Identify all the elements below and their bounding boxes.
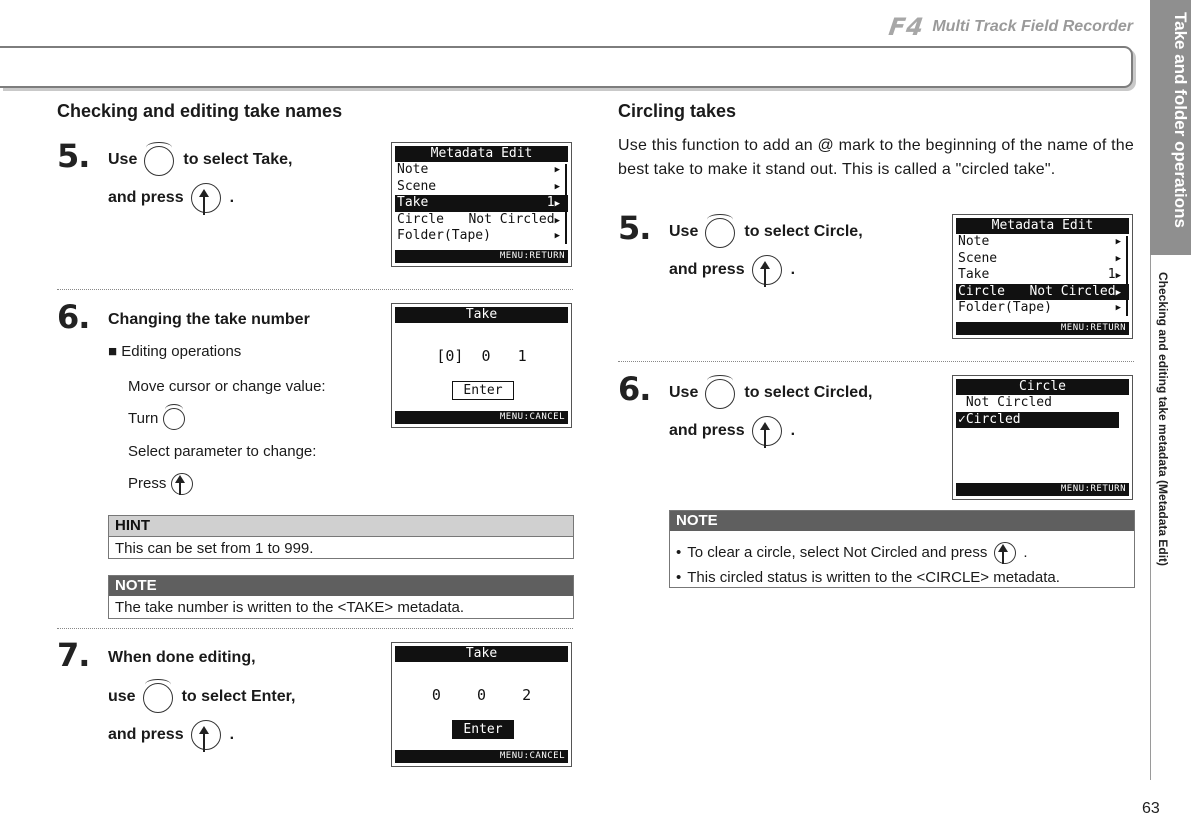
lcd-row <box>956 251 1129 268</box>
press-knob-icon <box>170 470 194 496</box>
lcd-row-label: Note <box>958 234 990 249</box>
note-bullet <box>670 567 1134 588</box>
intro-paragraph: Use this function to add an @ mark to the beginning of the name of the best take to make it stand out. This is called a "circled take". <box>618 137 1134 178</box>
note-label: NOTE <box>670 511 1134 531</box>
step-number: 7. <box>57 636 90 674</box>
lcd-row-value: 1 <box>546 195 555 210</box>
lcd-take-edit <box>391 303 572 428</box>
arrow-right-icon: ▶ <box>1115 303 1121 313</box>
lcd-option-circled <box>956 412 1119 429</box>
lcd-row-value: Not Circled <box>1029 283 1116 299</box>
arrow-right-icon: ▶ <box>554 165 560 175</box>
lcd-row-value: Not Circled <box>468 211 555 227</box>
side-subtitle: Checking and editing take metadata (Metadata Edit) <box>1156 272 1170 567</box>
step-instruction <box>108 181 234 215</box>
hint-box <box>108 515 574 559</box>
dial-icon <box>704 376 738 410</box>
lcd-row-selected <box>956 284 1129 301</box>
note-box <box>108 575 574 619</box>
lcd-row-label: Circle <box>958 283 1005 299</box>
dial-icon <box>162 405 186 431</box>
step-separator <box>57 289 573 290</box>
lcd-take-digits: [0] 0 1 <box>436 347 527 365</box>
step-text: Use <box>669 384 699 401</box>
step-text: to select Take, <box>183 151 293 168</box>
lcd-metadata-edit-circle <box>952 214 1133 339</box>
hint-text: This can be set from 1 to 999. <box>115 540 314 557</box>
arrow-right-icon: ▶ <box>554 199 560 209</box>
operation-text: Press <box>128 474 167 492</box>
lcd-row-label: Scene <box>397 178 437 194</box>
lcd-row <box>395 212 568 229</box>
arrow-right-icon: ▶ <box>1115 287 1121 298</box>
lcd-title: Circle <box>956 379 1129 395</box>
lcd-row <box>395 228 568 245</box>
hint-label: HINT <box>109 516 573 537</box>
dial-icon <box>143 143 177 177</box>
step-text: and press <box>669 261 745 278</box>
step-separator <box>618 361 1134 362</box>
note-bullet-text: To clear a circle, select Not Circled and press <box>687 543 988 561</box>
step-text: to select Circle, <box>744 223 863 240</box>
step-text: to select Enter, <box>181 688 296 705</box>
lcd-row-value: 1 <box>1107 267 1116 282</box>
lcd-footer: MENU:RETURN <box>395 250 568 263</box>
lcd-title: Metadata Edit <box>956 218 1129 234</box>
lcd-row-label: Take <box>397 195 429 210</box>
operation-text: Select parameter to change: <box>128 443 317 460</box>
step-instruction <box>669 414 795 448</box>
section-heading-circling: Circling takes <box>618 101 737 121</box>
step-text: Use <box>108 151 138 168</box>
lcd-row-label: Folder(Tape) <box>397 228 491 243</box>
lcd-take-digits: 0 0 2 <box>431 686 532 704</box>
note-bullet-text: . <box>1023 543 1028 561</box>
editing-operations-label: ■ Editing operations <box>108 343 242 360</box>
lcd-title: Metadata Edit <box>395 146 568 162</box>
step-title: Changing the take number <box>108 311 310 328</box>
lcd-metadata-edit <box>391 142 572 267</box>
dial-icon <box>704 215 738 249</box>
note-label: NOTE <box>109 576 573 596</box>
lcd-row-label: Note <box>397 162 429 177</box>
lcd-row-label: Take <box>958 267 990 282</box>
step-instruction <box>669 376 872 410</box>
brand-subtitle: Multi Track Field Recorder <box>932 18 1133 35</box>
lcd-row-label: Circle <box>397 211 444 227</box>
operation-line <box>128 470 194 496</box>
lcd-row <box>395 162 568 179</box>
lcd-row <box>395 179 568 196</box>
press-knob-icon <box>751 253 785 287</box>
press-knob-icon <box>993 539 1017 565</box>
step-text: . <box>790 261 796 278</box>
lcd-scrollbar <box>1126 236 1128 316</box>
lcd-footer: MENU:CANCEL <box>395 411 568 424</box>
step-text: use <box>108 688 136 705</box>
step-text: . <box>790 422 796 439</box>
step-title: When done editing, <box>108 649 256 666</box>
step-instruction <box>108 143 292 177</box>
lcd-row-label: Scene <box>958 250 998 266</box>
lcd-option-label: Not Circled <box>958 395 1052 410</box>
section-heading-names: Checking and editing take names <box>57 101 343 121</box>
bullet-dot: • <box>676 569 682 586</box>
lcd-title: Take <box>395 307 568 323</box>
step-text: and press <box>669 422 745 439</box>
press-knob-icon <box>190 718 224 752</box>
lcd-enter-button: Enter <box>452 720 514 739</box>
arrow-right-icon: ▶ <box>1115 271 1121 281</box>
step-text: and press <box>108 189 184 206</box>
step-number: 6. <box>57 298 90 336</box>
arrow-right-icon: ▶ <box>1115 253 1121 264</box>
press-knob-icon <box>190 181 224 215</box>
lcd-title: Take <box>395 646 568 662</box>
dial-icon <box>142 680 176 714</box>
side-tab-label: Take and folder operations <box>1171 12 1190 229</box>
lcd-footer: MENU:RETURN <box>956 483 1129 496</box>
brand-header <box>889 13 1133 41</box>
lcd-row <box>956 234 1129 251</box>
step-text: and press <box>108 726 184 743</box>
note-bullet <box>670 537 1134 567</box>
lcd-option-label: ✓Circled <box>958 411 1021 427</box>
step-instruction <box>108 680 295 714</box>
lcd-row <box>956 267 1129 284</box>
arrow-right-icon: ▶ <box>554 231 560 241</box>
step-text: Use <box>669 223 699 240</box>
operation-line <box>128 405 186 431</box>
lcd-row-selected <box>395 195 568 212</box>
note-box-circle <box>669 510 1135 588</box>
lcd-footer: MENU:RETURN <box>956 322 1129 335</box>
lcd-circle-select <box>952 375 1133 500</box>
step-instruction <box>669 253 795 287</box>
step-number: 5. <box>618 209 651 247</box>
operation-text: Move cursor or change value: <box>128 378 326 395</box>
lcd-enter-button: Enter <box>452 381 514 400</box>
title-bar <box>0 46 1133 88</box>
press-knob-icon <box>751 414 785 448</box>
step-text: . <box>229 726 235 743</box>
note-bullet-text: This circled status is written to the <CIRCLE> metadata. <box>687 569 1060 586</box>
brand-logo: F4 <box>887 13 927 41</box>
lcd-row-label: Folder(Tape) <box>958 300 1052 315</box>
arrow-right-icon: ▶ <box>554 181 560 192</box>
step-text: . <box>229 189 235 206</box>
page-number: 63 <box>1142 800 1160 817</box>
step-number: 5. <box>57 137 90 175</box>
step-number: 6. <box>618 370 651 408</box>
lcd-row <box>956 300 1129 317</box>
operation-text: Turn <box>128 409 159 427</box>
arrow-right-icon: ▶ <box>554 215 560 226</box>
lcd-scrollbar <box>565 164 567 244</box>
lcd-option-not-circled <box>956 395 1129 412</box>
side-divider <box>1150 255 1151 780</box>
step-instruction <box>108 718 234 752</box>
lcd-take-enter <box>391 642 572 767</box>
bullet-dot: • <box>676 543 682 561</box>
step-text: to select Circled, <box>744 384 873 401</box>
lcd-footer: MENU:CANCEL <box>395 750 568 763</box>
arrow-right-icon: ▶ <box>1115 237 1121 247</box>
step-instruction <box>669 215 863 249</box>
note-text: The take number is written to the <TAKE> metadata. <box>115 599 465 616</box>
step-separator <box>57 628 573 629</box>
